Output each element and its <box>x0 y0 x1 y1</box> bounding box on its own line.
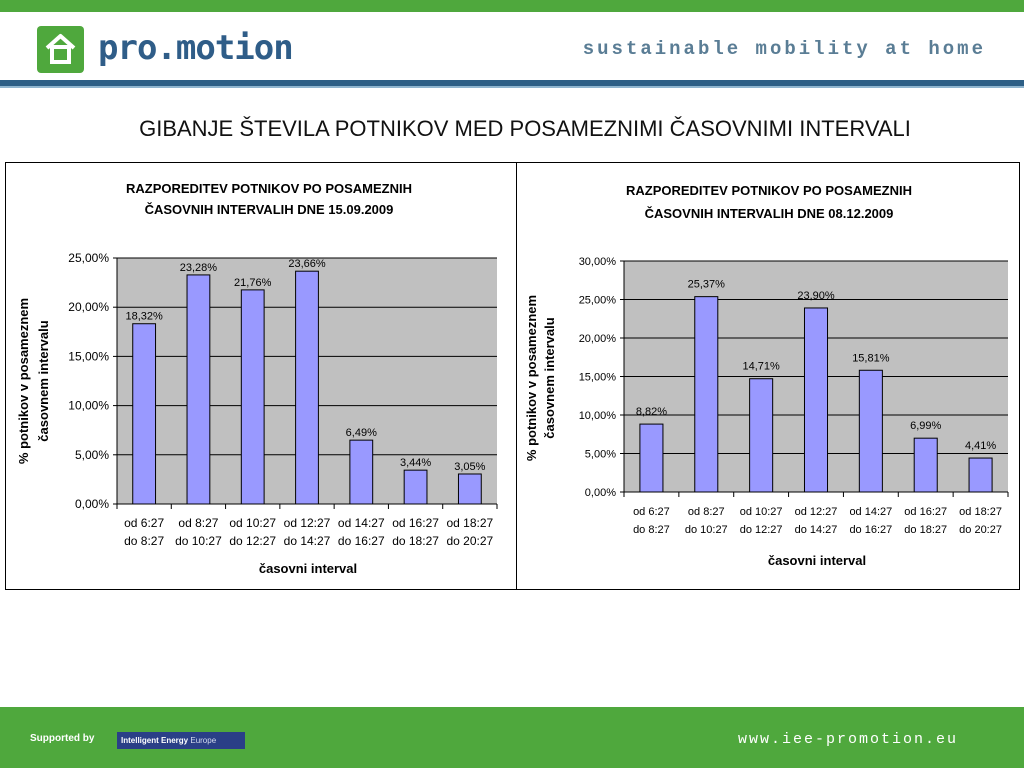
chart-2 <box>517 163 1019 589</box>
chart-1-category-label: do 18:27 <box>392 534 439 548</box>
chart-1-bar <box>404 470 427 504</box>
house-icon <box>37 26 84 73</box>
chart-1-data-label: 23,28% <box>179 261 218 274</box>
chart-2-data-label: 8,82% <box>635 406 668 419</box>
chart-1-ytick-label: 0,00% <box>74 497 109 511</box>
chart-1-bar <box>133 324 156 504</box>
chart-1-xlabel: časovni interval <box>258 561 358 576</box>
chart-1-category-label: od 10:27 <box>229 516 277 530</box>
chart-2-ytick-label: 5,00% <box>584 448 616 461</box>
chart-2-xlabel: časovni interval <box>767 553 867 568</box>
chart-2-category-label: do 12:27 <box>739 524 783 536</box>
chart-2-bar <box>750 379 773 492</box>
chart-2-bar <box>695 297 718 492</box>
chart-2-bar <box>640 424 663 492</box>
chart-1-data-label: 3,44% <box>399 457 432 470</box>
header <box>0 12 1024 80</box>
chart-1-title-line2: ČASOVNIH INTERVALIH DNE 15.09.2009 <box>144 202 394 217</box>
chart-2-category-label: od 8:27 <box>687 506 725 518</box>
chart-2-category-label: od 10:27 <box>739 506 783 518</box>
chart-1-ytick-label: 15,00% <box>68 349 109 364</box>
iee-logo-label: Intelligent Energy <box>121 736 189 745</box>
chart-1-category-label: do 8:27 <box>124 534 165 548</box>
chart-2-ytick-label: 0,00% <box>584 487 616 499</box>
chart-1-category-label: od 16:27 <box>392 516 439 530</box>
chart-2-bar <box>969 458 992 492</box>
chart-1-data-label: 23,66% <box>288 258 326 271</box>
chart-1-category-label: do 14:27 <box>283 534 331 548</box>
chart-1-data-label: 3,05% <box>454 460 486 473</box>
chart-1-bar <box>187 275 210 504</box>
chart-1-category-label: od 6:27 <box>124 516 165 530</box>
footer <box>0 707 1024 768</box>
chart-panel-2 <box>516 162 1020 590</box>
chart-2-data-label: 25,37% <box>687 278 725 291</box>
chart-1 <box>6 163 522 589</box>
chart-1-category-label: od 14:27 <box>337 516 385 530</box>
chart-2-title-line2: ČASOVNIH INTERVALIH DNE 08.12.2009 <box>644 206 894 221</box>
chart-2-bar <box>859 370 882 492</box>
chart-1-bar <box>350 440 373 504</box>
chart-2-data-label: 14,71% <box>742 360 780 373</box>
chart-1-data-label: 21,76% <box>234 276 272 289</box>
chart-1-category-label: od 12:27 <box>283 516 331 530</box>
chart-1-bar <box>296 271 319 504</box>
chart-2-ytick-label: 10,00% <box>578 410 616 422</box>
chart-1-data-label: 18,32% <box>125 310 163 323</box>
slide-title: GIBANJE ŠTEVILA POTNIKOV MED POSAMEZNIMI ČASOVNIMI INTERVALI <box>139 116 911 141</box>
logo-text: pro.motion <box>98 28 293 68</box>
chart-1-bar <box>458 474 481 504</box>
chart-1-title-line1: RAZPOREDITEV POTNIKOV PO POSAMEZNIH <box>125 181 413 196</box>
header-rule-light <box>0 86 1024 88</box>
chart-2-title-line1: RAZPOREDITEV POTNIKOV PO POSAMEZNIH <box>625 183 913 198</box>
chart-2-ytick-label: 15,00% <box>578 371 616 384</box>
tagline: sustainable mobility at home <box>582 38 986 60</box>
chart-2-ylabel-line2: časovnem intervalu <box>542 317 557 439</box>
chart-2-data-label: 4,41% <box>964 440 997 453</box>
chart-1-bar <box>241 290 264 504</box>
chart-2-ytick-label: 20,00% <box>578 333 616 345</box>
supported-by-text: Supported by <box>30 733 95 744</box>
chart-2-category-label: do 20:27 <box>959 524 1002 536</box>
chart-1-category-label: od 8:27 <box>178 516 219 530</box>
chart-1-category-label: od 18:27 <box>446 516 494 530</box>
chart-1-category-label: do 20:27 <box>446 534 494 548</box>
top-green-bar <box>0 0 1024 12</box>
chart-2-category-label: do 8:27 <box>633 524 670 536</box>
chart-1-category-label: do 16:27 <box>337 534 385 548</box>
chart-2-data-label: 6,99% <box>910 420 942 433</box>
chart-2-ytick-label: 25,00% <box>578 294 616 307</box>
chart-1-ytick-label: 10,00% <box>68 398 109 413</box>
chart-2-ylabel-line1: % potnikov v posameznem <box>524 294 539 462</box>
iee-logo-eu: Europe <box>190 736 217 745</box>
chart-2-data-label: 23,90% <box>797 289 835 302</box>
chart-2-category-label: od 6:27 <box>633 506 670 518</box>
chart-2-category-label: od 12:27 <box>794 506 838 518</box>
chart-1-category-label: do 10:27 <box>175 534 222 548</box>
chart-2-category-label: do 18:27 <box>904 524 948 536</box>
iee-logo <box>117 732 245 749</box>
chart-1-data-label: 6,49% <box>345 427 377 440</box>
chart-2-bar <box>804 308 827 492</box>
chart-1-ytick-label: 5,00% <box>74 447 109 462</box>
chart-1-ytick-label: 20,00% <box>68 300 109 315</box>
chart-2-category-label: do 16:27 <box>849 524 893 536</box>
chart-2-category-label: od 16:27 <box>904 506 948 518</box>
chart-panel-1 <box>5 162 523 590</box>
chart-2-category-label: od 14:27 <box>849 506 893 518</box>
chart-2-category-label: do 14:27 <box>794 524 838 536</box>
chart-1-category-label: do 12:27 <box>229 534 277 548</box>
chart-2-ytick-label: 30,00% <box>578 256 616 268</box>
chart-1-ylabel-line1: % potnikov v posameznem <box>16 297 31 465</box>
footer-url: www.iee-promotion.eu <box>737 731 958 748</box>
chart-2-category-label: od 18:27 <box>959 506 1002 518</box>
chart-1-ytick-label: 25,00% <box>68 251 109 265</box>
chart-2-category-label: do 10:27 <box>684 524 728 536</box>
chart-2-data-label: 15,81% <box>852 352 890 365</box>
house-icon-svg <box>37 26 84 73</box>
chart-1-ylabel-line2: časovnem intervalu <box>36 320 51 442</box>
chart-2-bar <box>914 438 937 492</box>
